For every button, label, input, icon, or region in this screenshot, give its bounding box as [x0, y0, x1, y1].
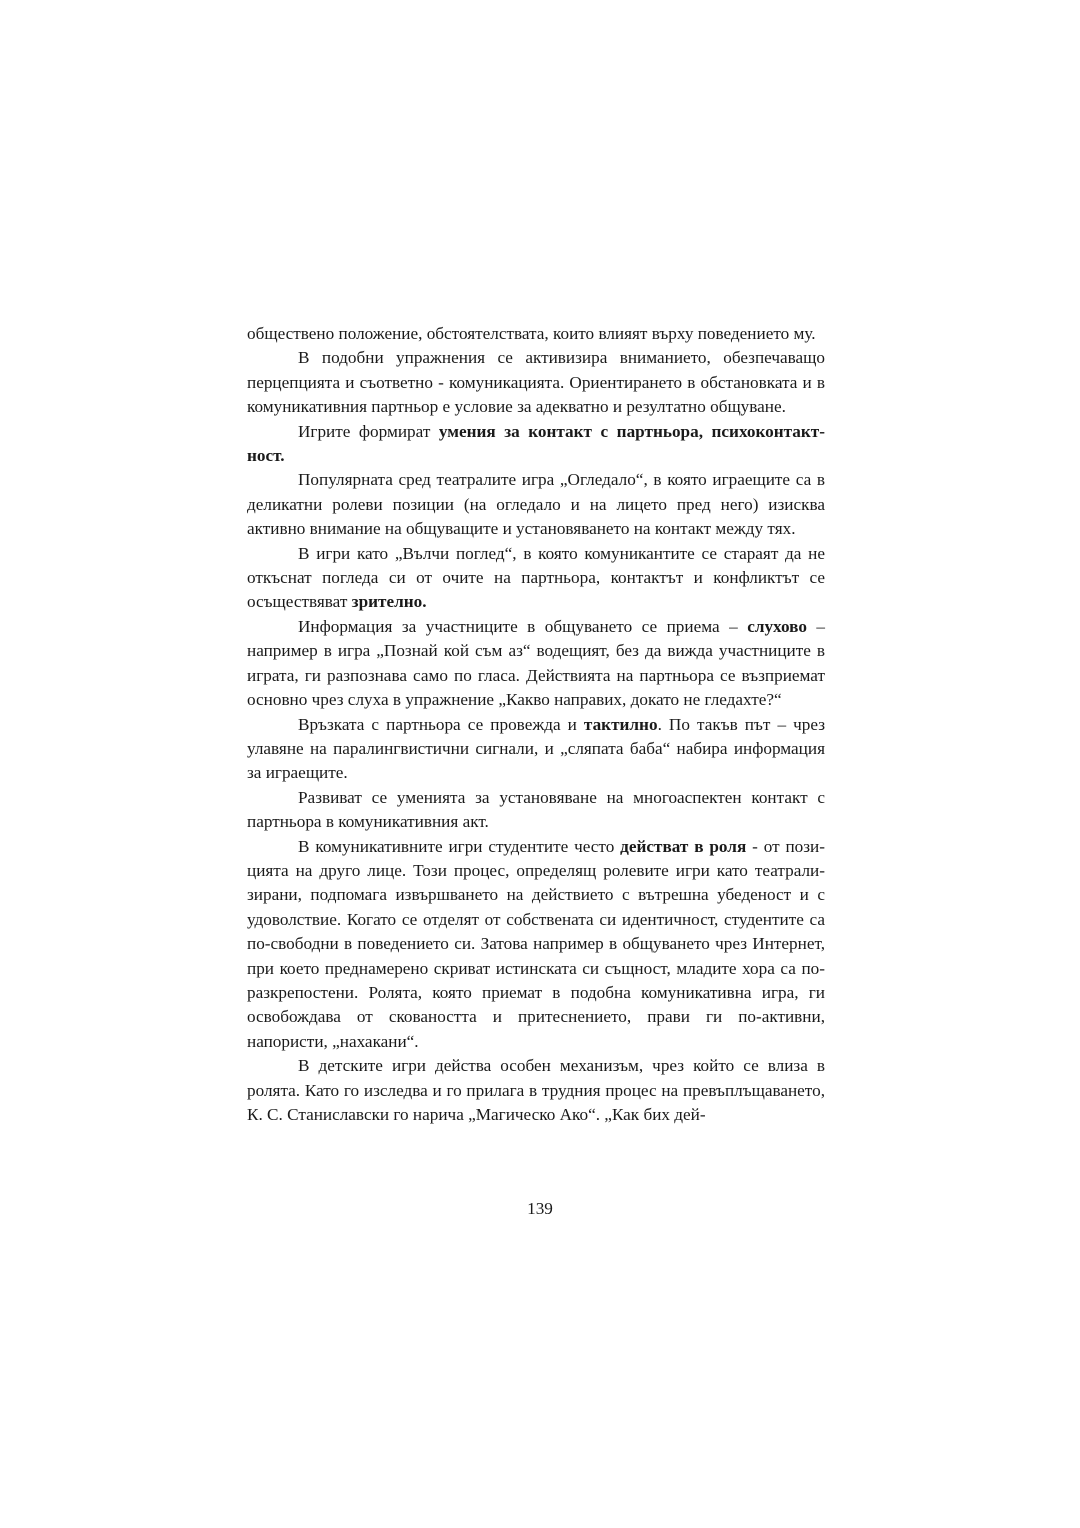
paragraph-7-text-a: Връзката с партньора се провежда и — [298, 714, 584, 734]
paragraph-5 — [247, 542, 825, 615]
paragraph-5-text: В игри като „Вълчи поглед“, в която комуникантите се стараят да не откъснат погледа си от очите на партньора, контактът и конфликтът се осъществяват — [247, 543, 825, 612]
paragraph-1 — [247, 322, 825, 346]
paragraph-7-text-b: . По такъв път – чрез улавяне на паралингвистични сигнали, и „сляпата баба“ набира информация за играещите. — [247, 714, 825, 783]
paragraph-7 — [247, 713, 825, 786]
paragraph-8 — [247, 786, 825, 835]
paragraph-9-text-b: - от позицията на друго лице. Този процес, определящ ролевите игри като театрализирани, подпомага извършването на действието с вътрешна убеденост и с удоволствие. Когато се отделят от собствената си идентичност, студентите са по-свободни в поведението си. Затова например в общуването чрез Интернет, при което преднамерено скриват истинската си същност, младите хора са по-разкрепостени. Ролята, която приемат в подобна комуникативна игра, ги освобождава от сковаността и притеснението, прави ги по-активни, напористи, „нахакани“. — [247, 836, 825, 1051]
page-number: 139 — [527, 1199, 553, 1218]
paragraph-8-text: Развиват се уменията за установяване на многоаспектен контакт с партньора в комуникативния акт. — [247, 787, 825, 832]
paragraph-3-text: Игрите формират — [298, 421, 439, 441]
body-text — [247, 322, 825, 1127]
paragraph-10 — [247, 1054, 825, 1127]
paragraph-3-bold-term: умения за контакт с партньора, психоконтактност. — [247, 421, 825, 466]
paragraph-6 — [247, 615, 825, 713]
paragraph-4 — [247, 468, 825, 541]
paragraph-9 — [247, 835, 825, 1055]
paragraph-3 — [247, 420, 825, 469]
paragraph-10-text: В детските игри действа особен механизъм, чрез който се влиза в ролята. Като го изследва и го прилага в трудния процес на превъплъщаването, К. С. Станиславски го нарича „Магическо Ако“. „Как бих дей- — [247, 1056, 825, 1124]
paragraph-5-bold-term: зрително. — [351, 592, 427, 612]
paragraph-1-text: обществено положение, обстоятелствата, които влияят върху поведението му. — [247, 324, 816, 343]
paragraph-7-bold-term: тактилно — [583, 714, 658, 734]
paragraph-9-text-a: В комуникативните игри студентите често — [298, 836, 621, 856]
paragraph-6-text-b: – например в игра „Познай кой съм аз“ водещият, без да вижда участниците в играта, ги разпознава само по гласа. Действията на партньора се възприемат основно чрез слуха в упражнение „Какво направих, докато не гледахте?“ — [247, 616, 826, 710]
paragraph-6-bold-term: слухово — [747, 616, 807, 636]
paragraph-2 — [247, 346, 825, 419]
paragraph-9-bold-term: действат в роля — [620, 836, 747, 856]
paragraph-4-text: Популярната сред театралите игра „Огледало“, в която играещите са в деликатни ролеви позиции (на огледало и на лицето пред него) изисква активно внимание на общуващите и установяването на контакт между тях. — [247, 470, 825, 539]
paragraph-2-text: В подобни упражнения се активизира вниманието, обезпечаващо перцепцията и съответно - комуникацията. Ориентирането в обстановката и в комуникативния партньор е условие за адекватно и резултатно общуване. — [247, 348, 825, 417]
paragraph-6-text-a: Информация за участниците в общуването се приема – — [298, 616, 748, 636]
